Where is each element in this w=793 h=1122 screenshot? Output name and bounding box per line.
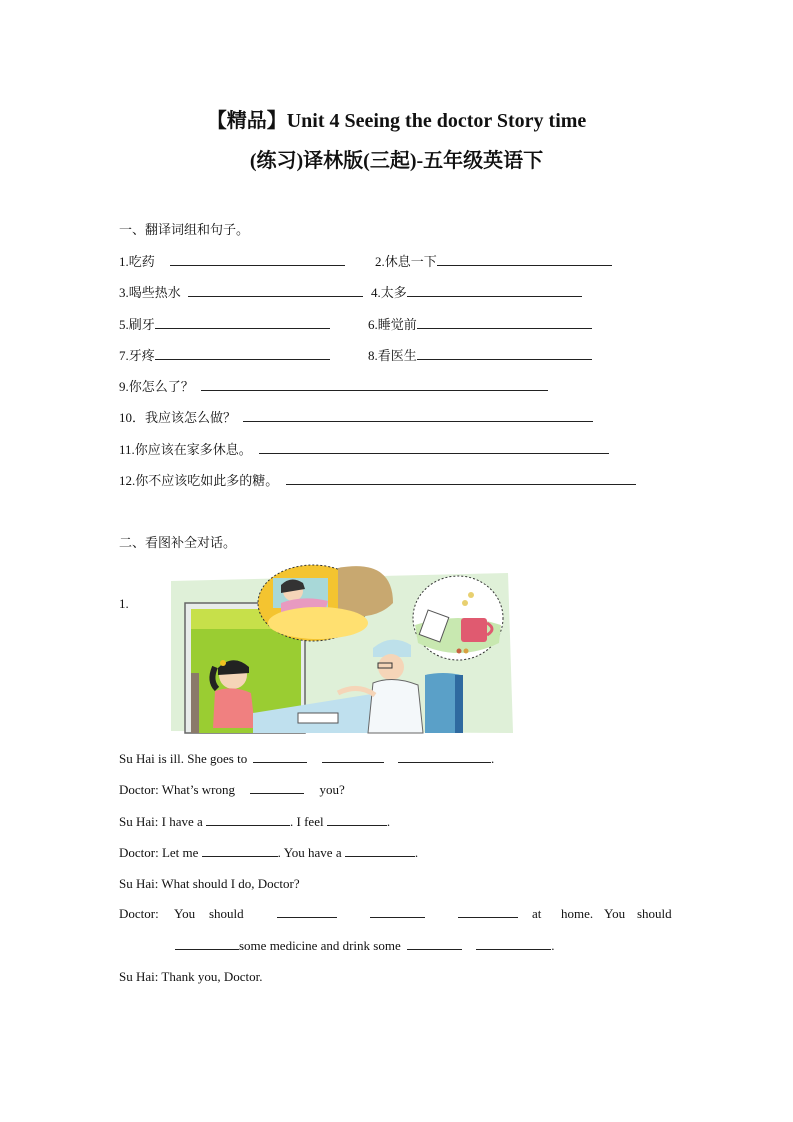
question-number: 1. [119,596,129,611]
item-12-blank[interactable] [286,473,636,485]
item-4 [371,282,582,301]
item-7 [119,345,330,364]
item-9-label: 9.你怎么了？ [119,379,194,394]
item-12 [119,470,636,489]
item-5-blank[interactable] [155,317,330,329]
line7-blank-1[interactable] [175,938,239,950]
line4-text-a: Doctor: Let me [119,845,199,860]
item-11-label: 11.你应该在家多休息。 [119,442,252,457]
dialogue-line-8: Su Hai: Thank you, Doctor. [119,969,263,984]
line1-text: Su Hai is ill. She goes to [119,751,248,766]
line1-blank-1[interactable] [253,751,307,763]
item-4-label: 4.太多 [371,285,407,300]
line6-you: You [174,906,196,921]
line6-home: home. [561,906,594,921]
section1-heading: 一、翻译词组和句子。 [119,222,250,237]
line6-should: should [209,906,244,921]
item-7-blank[interactable] [155,348,330,360]
item-3 [119,282,363,301]
line3-text-a: Su Hai: I have a [119,814,203,829]
line7-blank-2[interactable] [407,938,462,950]
line6-at: at [532,906,542,921]
line6-blank-1[interactable] [277,906,337,918]
line2-blank[interactable] [250,782,304,794]
item-2-blank[interactable] [437,254,612,266]
section2-heading: 二、看图补全对话。 [119,535,237,550]
line3-text-b: . I feel [290,814,324,829]
item-11 [119,439,609,458]
line3-end: . [386,814,391,829]
item-12-label: 12.你不应该吃如此多的糖。 [119,473,279,488]
doctor-visit-illustration [163,563,518,738]
item-5 [119,314,330,333]
item-4-blank[interactable] [407,285,582,297]
item-6-label: 6.睡觉前 [368,317,417,332]
line4-blank-1[interactable] [202,845,278,857]
dialogue-line-3 [119,814,390,830]
item-10 [119,407,593,426]
illustration-svg [163,563,518,738]
item-2-label: 2.休息一下 [375,254,437,269]
line4-text-b: . You have a [277,845,342,860]
line6-blank-3[interactable] [458,906,518,918]
line1-end: . [490,751,495,766]
item-10-label: 10．我应该怎么做？ [119,410,237,425]
item-7-label: 7.牙疼 [119,348,155,363]
line4-blank-2[interactable] [345,845,415,857]
item-1-blank[interactable] [170,254,345,266]
item-8-label: 8.看医生 [368,348,417,363]
dialogue-line-2 [119,782,345,798]
line3-blank-2[interactable] [327,814,387,826]
item-3-blank[interactable] [188,285,363,297]
item-8 [368,345,592,364]
line2-text-a: Doctor: What’s wrong [119,782,236,797]
line3-blank-1[interactable] [206,814,290,826]
line6-speaker: Doctor: [119,906,159,921]
item-3-label: 3.喝些热水 [119,285,181,300]
item-9-blank[interactable] [201,379,548,391]
dialogue-line-7 [175,938,555,954]
line7-text: some medicine and drink some [239,938,401,953]
dialogue-line-5: Su Hai: What should I do, Doctor? [119,876,300,891]
item-10-blank[interactable] [243,410,593,422]
item-6-blank[interactable] [417,317,592,329]
line2-text-b: you? [319,782,345,797]
line6-should-2: should [637,906,672,921]
dialogue-line-1 [119,751,494,767]
item-8-blank[interactable] [417,348,592,360]
line1-blank-2[interactable] [322,751,384,763]
item-2 [375,251,612,270]
worksheet-title: 【精品】Unit 4 Seeing the doctor Story time [206,110,587,132]
line4-end: . [414,845,419,860]
item-1 [119,251,345,270]
dialogue-line-4 [119,845,418,861]
item-5-label: 5.刷牙 [119,317,155,332]
line6-blank-2[interactable] [370,906,425,918]
line7-blank-3[interactable] [476,938,551,950]
line6-you-2: You [604,906,626,921]
item-11-blank[interactable] [259,442,609,454]
line7-end: . [551,938,555,953]
worksheet-subtitle: (练习)译林版(三起)-五年级英语下 [249,150,544,172]
item-6 [368,314,592,333]
line1-blank-3[interactable] [398,751,491,763]
item-9 [119,376,548,395]
item-1-label: 1.吃药 [119,254,155,269]
